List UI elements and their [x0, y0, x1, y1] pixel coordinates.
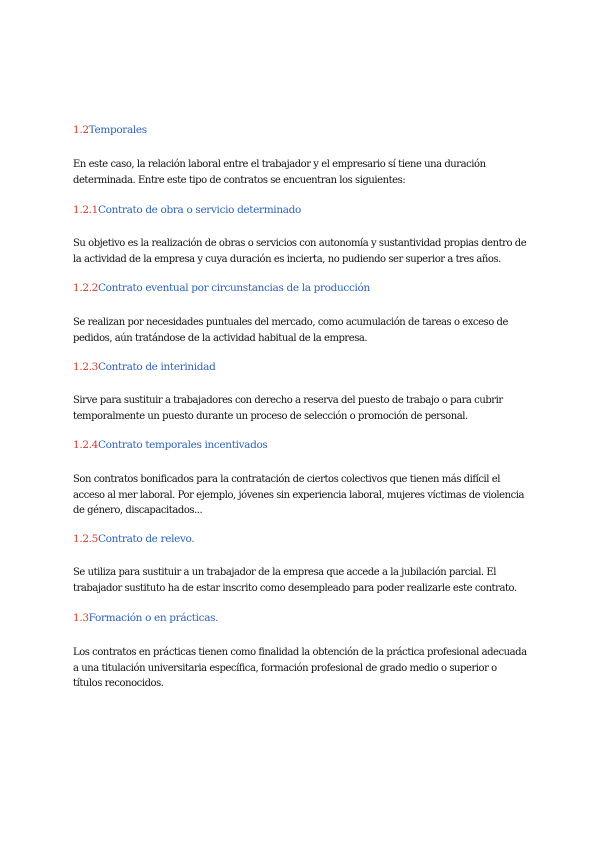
section-title: Contrato de relevo.	[97, 533, 195, 545]
paragraph-line: Sirve para sustituir a trabajadores con derecho a reserva del puesto de trabajo o para cubrir	[73, 395, 503, 406]
section-paragraph-1-2-5	[73, 565, 533, 596]
section-title: Contrato eventual por circunstancias de la producción	[97, 282, 370, 294]
section-number: 1.2.4	[73, 439, 98, 451]
section-number: 1.2	[73, 124, 89, 136]
section-title: Contrato de interinidad	[97, 361, 216, 373]
paragraph-line: trabajador sustituto ha de estar inscrito como desempleado para poder realizarle este contrato.	[73, 582, 517, 594]
paragraph-line: la actividad de la empresa y cuya duración es incierta, no pudiendo ser superior a tres años.	[73, 253, 501, 265]
section-number: 1.2.1	[73, 204, 98, 216]
section-paragraph-1-3	[73, 645, 533, 692]
paragraph-line: acceso al mer laboral. Por ejemplo, jóvenes sin experiencia laboral, mujeres víctimas de violencia	[73, 489, 524, 501]
paragraph-line: Su objetivo es la realización de obras o servicios con autonomía y sustantividad propias dentro de	[73, 238, 527, 249]
paragraph-line: Son contratos bonificados para la contratación de ciertos colectivos que tienen más difícil el	[73, 474, 500, 485]
section-heading-1-2-1	[73, 203, 301, 217]
section-number: 1.3	[73, 612, 89, 624]
section-paragraph-1-2-1	[73, 236, 533, 267]
section-number: 1.2.3	[73, 361, 98, 373]
section-paragraph-1-2-2	[73, 315, 533, 346]
section-paragraph-1-2-3	[73, 393, 533, 424]
section-paragraph-1-2	[73, 157, 533, 188]
section-title: Temporales	[88, 124, 147, 136]
section-heading-1-2-2	[73, 281, 370, 295]
section-heading-1-2-5	[73, 532, 194, 546]
paragraph-line: Se utiliza para sustituir a un trabajador de la empresa que accede a la jubilación parcial. El	[73, 567, 497, 578]
section-heading-1-3	[73, 611, 218, 625]
paragraph-line: temporalmente un puesto durante un proceso de selección o promoción de personal.	[73, 410, 468, 422]
section-heading-1-2-4	[73, 438, 267, 452]
paragraph-line: de género, discapacitados...	[73, 505, 203, 516]
paragraph-line: pedidos, aún tratándose de la actividad habitual de la empresa.	[73, 332, 368, 344]
section-number: 1.2.5	[73, 533, 98, 545]
section-title: Contrato de obra o servicio determinado	[97, 204, 301, 216]
section-number: 1.2.2	[73, 282, 98, 294]
paragraph-line: títulos reconocidos.	[73, 678, 164, 689]
paragraph-line: Se realizan por necesidades puntuales del mercado, como acumulación de tareas o exceso de	[73, 317, 508, 328]
paragraph-line: determinada. Entre este tipo de contratos se encuentran los siguientes:	[73, 174, 406, 186]
section-heading-1-2-3	[73, 360, 215, 374]
paragraph-line: a una titulación universitaria específica, formación profesional de grado medio o superior o	[73, 662, 497, 674]
section-heading-1-2	[73, 123, 147, 137]
paragraph-line: En este caso, la relación laboral entre el trabajador y el empresario sí tiene una duración	[73, 159, 486, 170]
paragraph-line: Los contratos en prácticas tienen como finalidad la obtención de la práctica profesional adecuada	[73, 647, 527, 658]
section-title: Contrato temporales incentivados	[97, 439, 268, 451]
section-title: Formación o en prácticas.	[88, 612, 219, 624]
section-paragraph-1-2-4	[73, 472, 533, 519]
